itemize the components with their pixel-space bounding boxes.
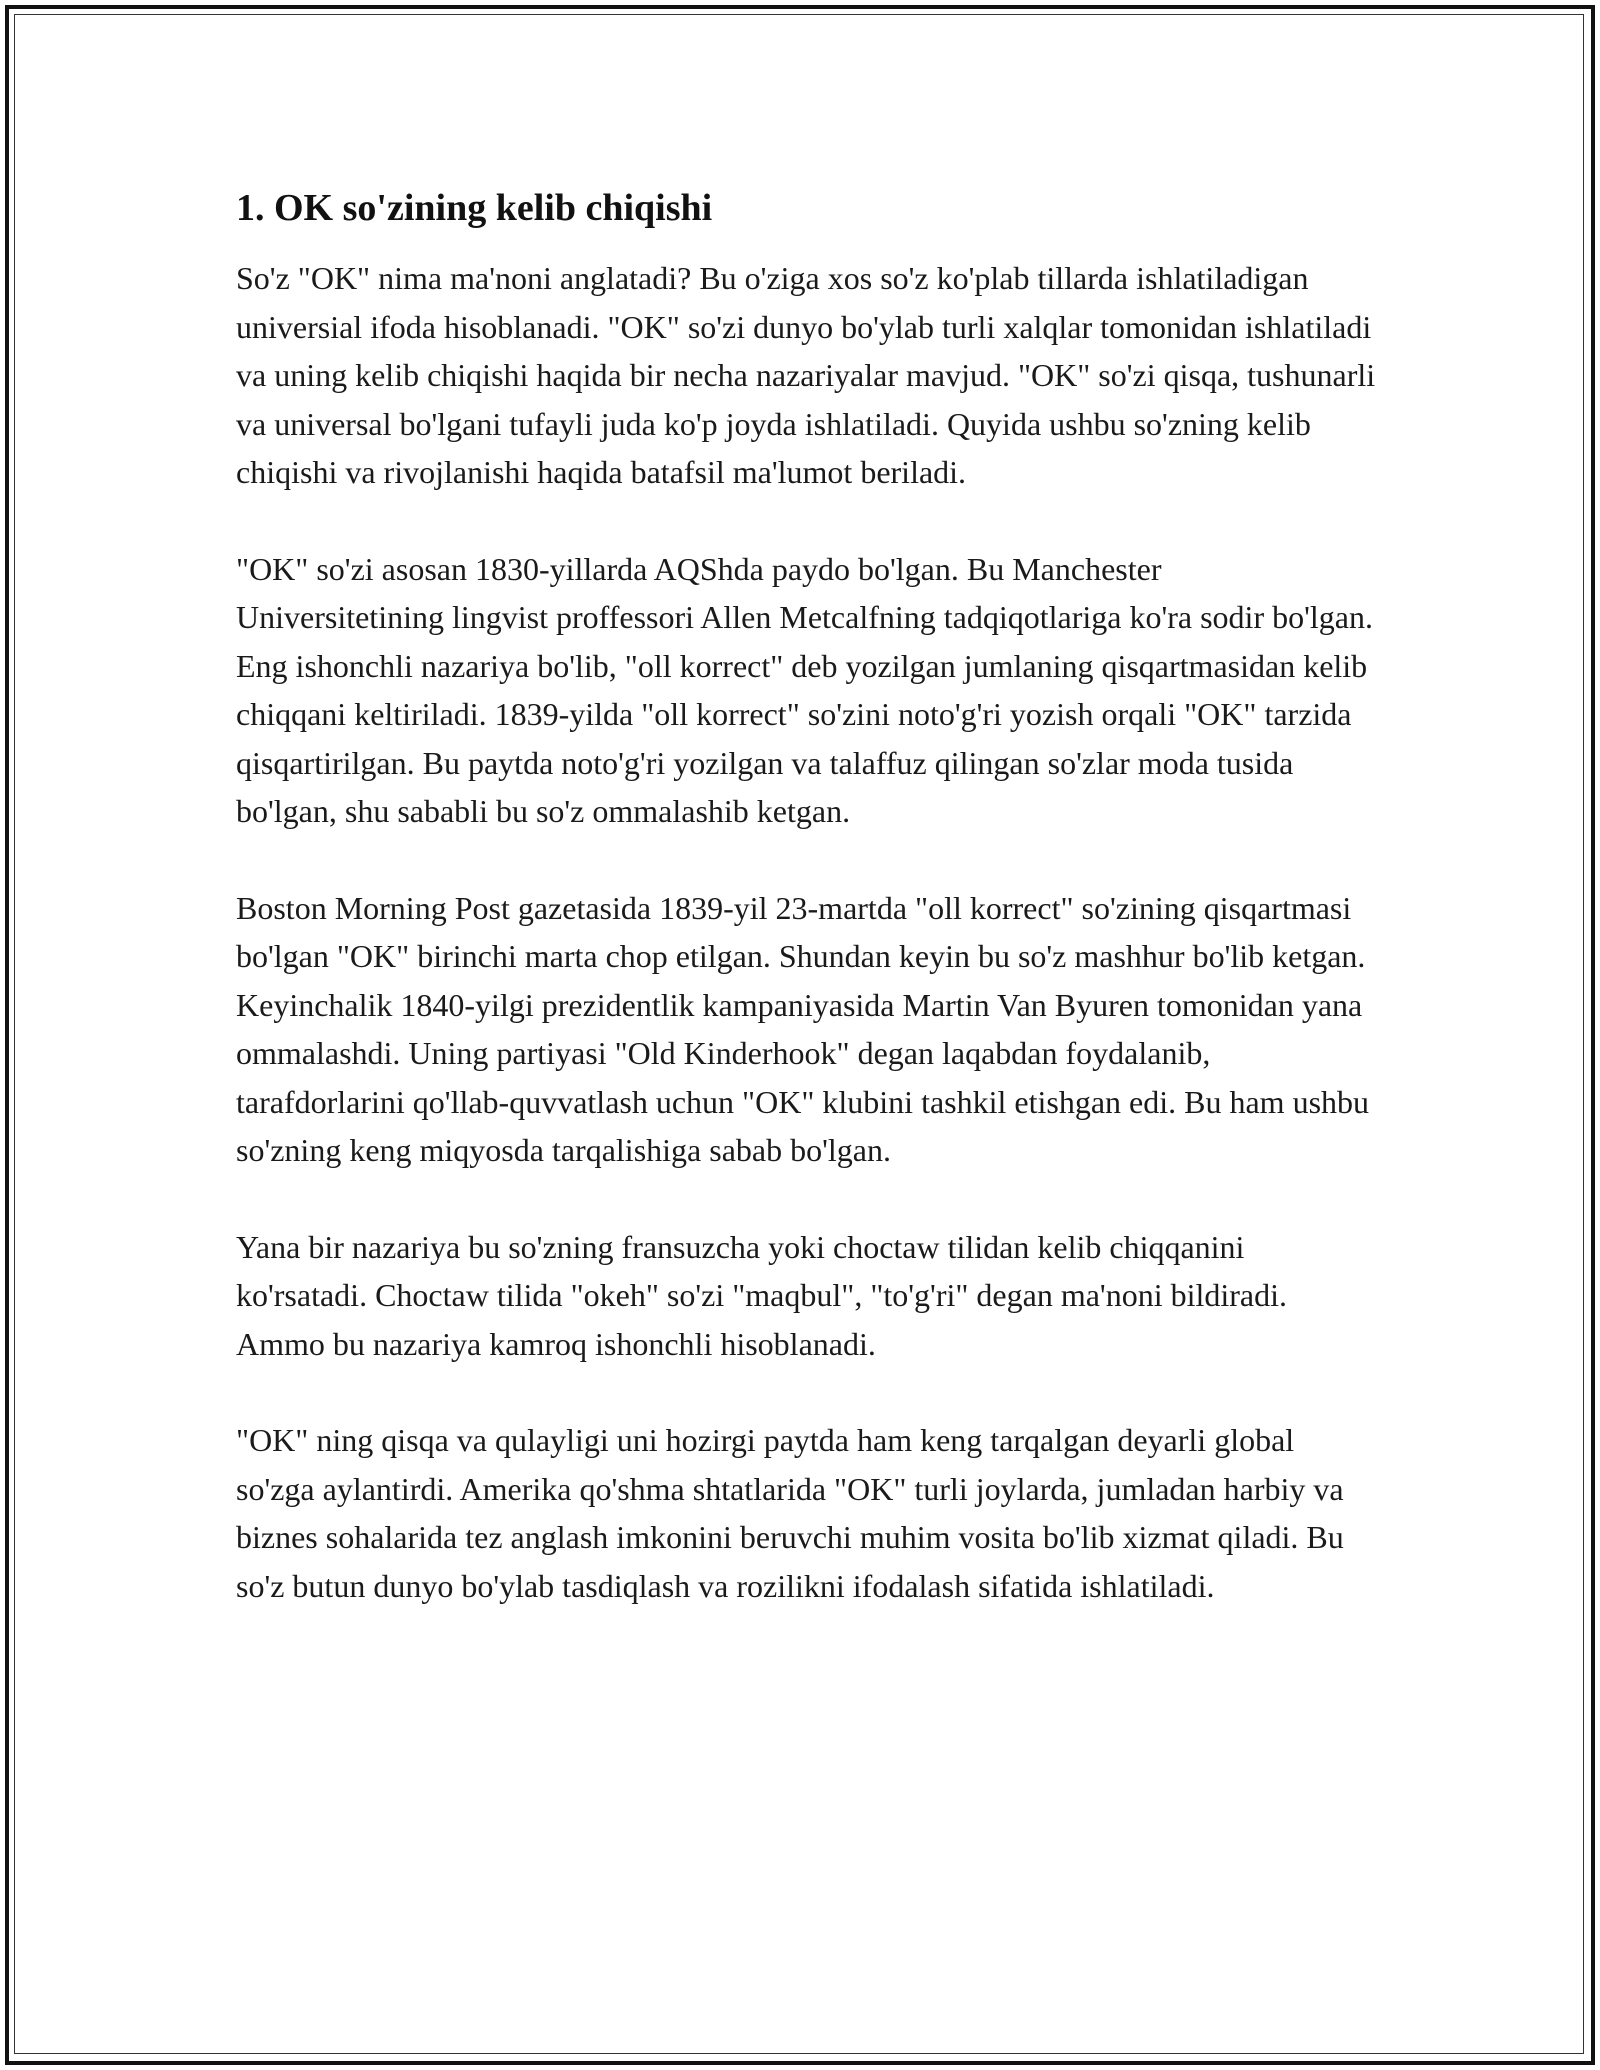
document-body: [236, 184, 1376, 1658]
paragraph-5: "OK" ning qisqa va qulayligi uni hozirgi paytda ham keng tarqalgan deyarli global so'zga aylantirdi. Amerika qo'shma shtatlarida "OK" turli joylarda, jumladan harbiy va biznes sohalarida tez anglash imkonini beruvchi muhim vosita bo'lib xizmat qiladi. Bu so'z butun dunyo bo'ylab tasdiqlash va rozilikni ifodalash sifatida ishlatiladi.: [236, 1422, 1344, 1604]
paragraph-4: Yana bir nazariya bu so'zning fransuzcha yoki choctaw tilidan kelib chiqqanini ko'rsatadi. Choctaw tilida "okeh" so'zi "maqbul", "to'g'ri" degan ma'noni bildiradi. Ammo bu nazariya kamroq ishonchli hisoblanadi.: [236, 1228, 1287, 1362]
section-heading: 1. OK so'zining kelib chiqishi: [236, 187, 713, 229]
paragraph-2: "OK" so'zi asosan 1830-yillarda AQShda paydo bo'lgan. Bu Manchester Universitetining lingvist proffessori Allen Metcalfning tadqiqotlariga ko'ra sodir bo'lgan. Eng ishonchli nazariya bo'lib, "oll korrect" deb yozilgan jumlaning qisqartmasidan kelib chiqqani keltiriladi. 1839-yilda "oll korrect" so'zini noto'g'ri yozish orqali "OK" tarzida qisqartirilgan. Bu paytda noto'g'ri yozilgan va talaffuz qilingan so'zlar moda tusida bo'lgan, shu sababli bu so'z ommalashib ketgan.: [236, 550, 1373, 829]
paragraph-3: Boston Morning Post gazetasida 1839-yil 23-martda "oll korrect" so'zining qisqartmasi bo'lgan "OK" birinchi marta chop etilgan. Shundan keyin bu so'z mashhur bo'lib ketgan. Keyinchalik 1840-yilgi prezidentlik kampaniyasida Martin Van Byuren tomonidan yana ommalashdi. Uning partiyasi "Old Kinderhook" degan laqabdan foydalanib, tarafdorlarini qo'llab-quvvatlash uchun "OK" klubini tashkil etishgan edi. Bu ham ushbu so'zning keng miqyosda tarqalishiga sabab bo'lgan.: [236, 889, 1370, 1168]
paragraph-1: So'z "OK" nima ma'noni anglatadi? Bu o'ziga xos so'z ko'plab tillarda ishlatiladigan universial ifoda hisoblanadi. "OK" so'zi dunyo bo'ylab turli xalqlar tomonidan ishlatiladi va uning kelib chiqishi haqida bir necha nazariyalar mavjud. "OK" so'zi qisqa, tushunarli va universal bo'lgani tufayli juda ko'p joyda ishlatiladi. Quyida ushbu so'zning kelib chiqishi va rivojlanishi haqida batafsil ma'lumot beriladi.: [236, 260, 1376, 490]
